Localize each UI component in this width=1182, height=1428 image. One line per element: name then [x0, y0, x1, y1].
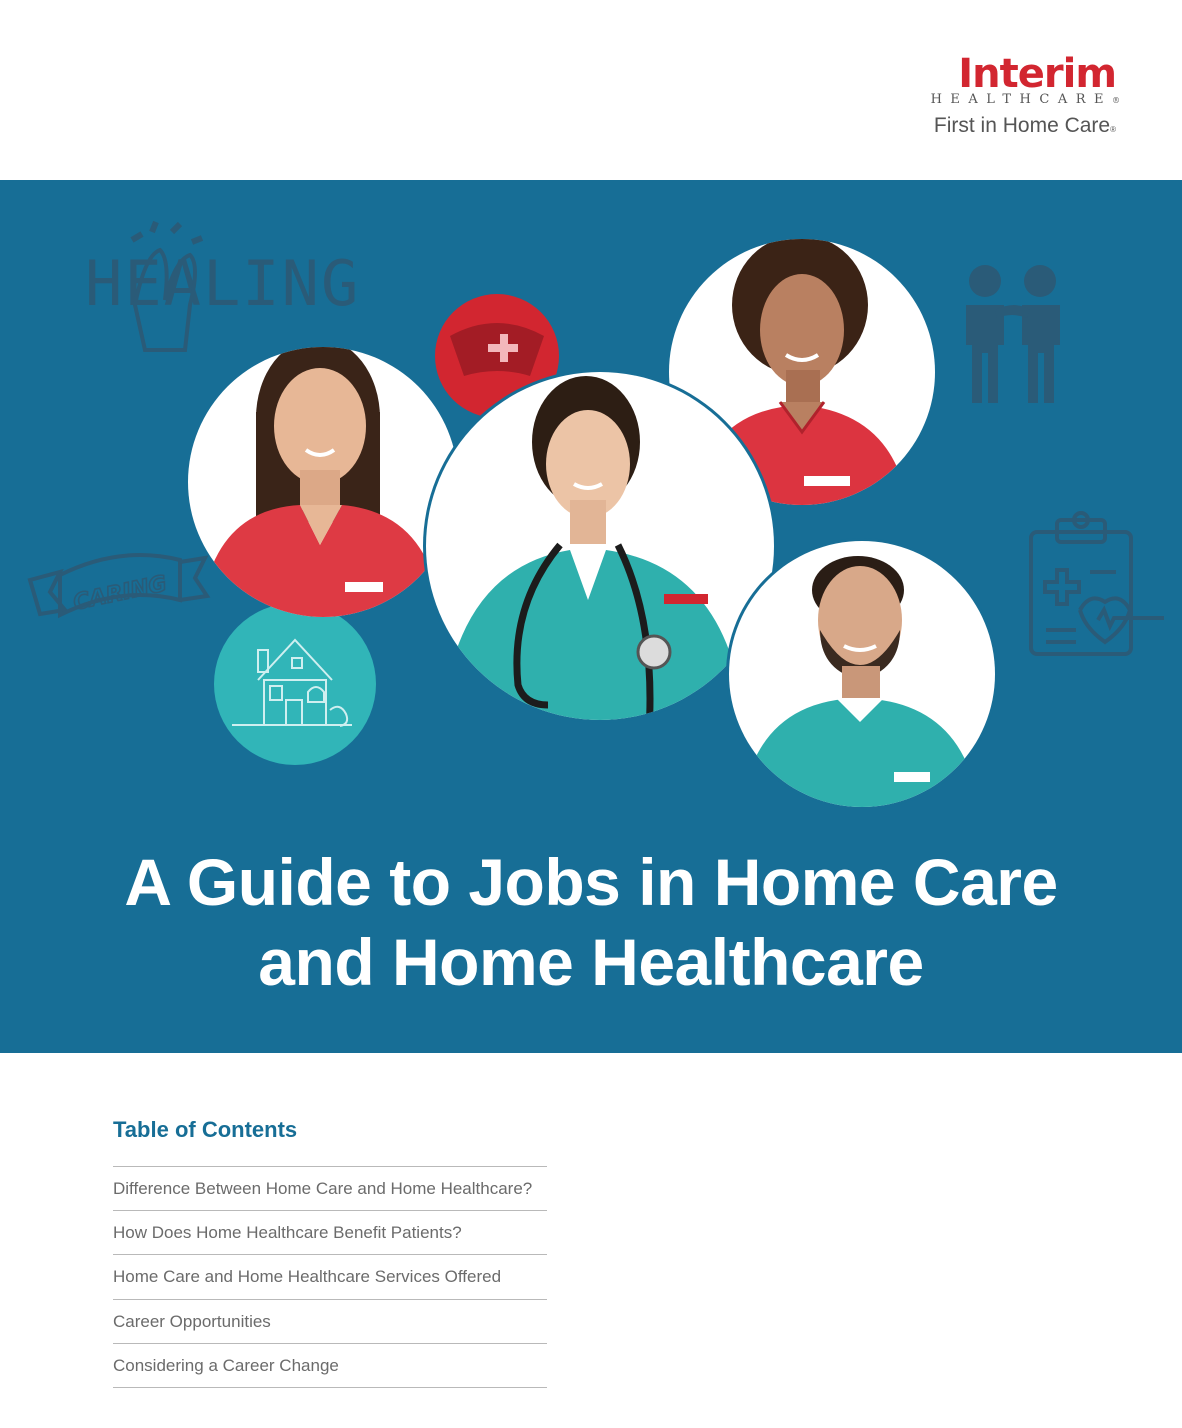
logo-tagline: First in Home Care®	[933, 114, 1116, 137]
toc-item-career-change[interactable]: Considering a Career Change	[113, 1344, 547, 1388]
hero-title	[0, 842, 1182, 1002]
company-logo	[916, 51, 1120, 143]
clipboard-heart-icon	[1031, 513, 1164, 654]
hero-title-line-1: A Guide to Jobs in Home Care	[124, 845, 1058, 919]
hero-banner	[0, 180, 1182, 1053]
people-icon	[966, 265, 1060, 403]
healing-doodle-text: HEALING	[85, 247, 361, 320]
toc-item-services[interactable]: Home Care and Home Healthcare Services Offered	[113, 1255, 547, 1299]
worker-photo-1	[188, 338, 458, 620]
toc-list	[113, 1166, 547, 1388]
logo-subtitle: HEALTHCARE®	[930, 92, 1120, 107]
house-icon	[214, 603, 376, 765]
toc-item-benefits[interactable]: How Does Home Healthcare Benefit Patients?	[113, 1211, 547, 1255]
logo-wordmark: Interim	[958, 51, 1116, 97]
worker-photo-3	[423, 369, 777, 745]
toc-item-career-opportunities[interactable]: Career Opportunities	[113, 1300, 547, 1344]
hero-title-line-2: and Home Healthcare	[258, 925, 924, 999]
caring-banner-icon	[30, 555, 207, 616]
table-of-contents	[113, 1116, 547, 1388]
healing-doodle-icon	[85, 222, 360, 350]
worker-photo-4	[726, 538, 998, 820]
caring-doodle-text: CARING	[71, 571, 170, 616]
toc-title: Table of Contents	[113, 1117, 298, 1142]
toc-item-difference[interactable]: Difference Between Home Care and Home Healthcare?	[113, 1167, 547, 1211]
